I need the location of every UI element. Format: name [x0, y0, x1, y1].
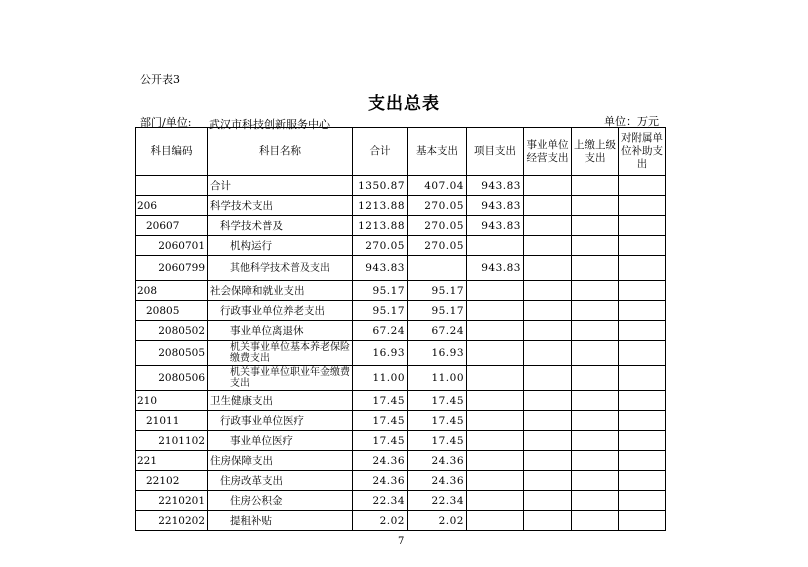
row-upper [572, 216, 619, 236]
row-code: 2210202 [136, 511, 208, 531]
doc-label: 公开表3 [140, 73, 180, 86]
table-row [136, 341, 666, 366]
row-total: 67.24 [353, 321, 408, 341]
row-project [467, 236, 524, 256]
row-name: 住房改革支出 [208, 471, 353, 491]
row-basic: 95.17 [408, 301, 467, 321]
row-upper [572, 451, 619, 471]
row-total: 17.45 [353, 431, 408, 451]
row-business [524, 236, 572, 256]
row-project [467, 411, 524, 431]
row-subsidy [619, 301, 666, 321]
row-basic: 24.36 [408, 471, 467, 491]
row-subsidy [619, 196, 666, 216]
row-name: 科学技术普及 [208, 216, 353, 236]
row-total: 1213.88 [353, 196, 408, 216]
row-total: 1350.87 [353, 176, 408, 196]
row-total: 22.34 [353, 491, 408, 511]
row-project: 943.83 [467, 176, 524, 196]
row-name: 住房保障支出 [208, 451, 353, 471]
row-business [524, 391, 572, 411]
row-business [524, 341, 572, 366]
row-basic: 22.34 [408, 491, 467, 511]
row-project [467, 391, 524, 411]
row-total: 943.83 [353, 256, 408, 281]
table-row [136, 281, 666, 301]
row-project: 943.83 [467, 196, 524, 216]
row-upper [572, 391, 619, 411]
table-row [136, 366, 666, 391]
row-project [467, 366, 524, 391]
row-basic: 17.45 [408, 431, 467, 451]
row-total: 16.93 [353, 341, 408, 366]
header-subsidy: 对附属单位补助支出 [619, 128, 666, 176]
row-upper [572, 176, 619, 196]
row-subsidy [619, 431, 666, 451]
table-row [136, 491, 666, 511]
row-code: 208 [136, 281, 208, 301]
row-subsidy [619, 451, 666, 471]
row-project [467, 431, 524, 451]
table-row [136, 411, 666, 431]
row-upper [572, 256, 619, 281]
row-basic: 270.05 [408, 236, 467, 256]
row-code: 2101102 [136, 431, 208, 451]
row-code: 21011 [136, 411, 208, 431]
row-subsidy [619, 341, 666, 366]
row-upper [572, 281, 619, 301]
row-name: 机构运行 [208, 236, 353, 256]
row-name: 机关事业单位职业年金缴费支出 [208, 366, 353, 391]
row-total: 17.45 [353, 391, 408, 411]
row-name: 行政事业单位养老支出 [208, 301, 353, 321]
row-subsidy [619, 391, 666, 411]
row-business [524, 301, 572, 321]
table-row [136, 471, 666, 491]
row-subsidy [619, 281, 666, 301]
row-total: 270.05 [353, 236, 408, 256]
row-basic: 24.36 [408, 451, 467, 471]
row-name: 事业单位医疗 [208, 431, 353, 451]
row-project [467, 281, 524, 301]
row-code: 22102 [136, 471, 208, 491]
row-business [524, 281, 572, 301]
row-total: 2.02 [353, 511, 408, 531]
header-basic: 基本支出 [408, 128, 467, 176]
header-upper: 上缴上级支出 [572, 128, 619, 176]
row-basic: 17.45 [408, 411, 467, 431]
row-subsidy [619, 216, 666, 236]
table-row [136, 511, 666, 531]
row-name: 卫生健康支出 [208, 391, 353, 411]
page-title: 支出总表 [368, 94, 440, 114]
row-project: 943.83 [467, 216, 524, 236]
row-code: 2210201 [136, 491, 208, 511]
row-subsidy [619, 366, 666, 391]
row-basic: 2.02 [408, 511, 467, 531]
row-code: 2060701 [136, 236, 208, 256]
header-code: 科目编码 [136, 128, 208, 176]
row-total: 24.36 [353, 451, 408, 471]
row-name: 合计 [208, 176, 353, 196]
table-row [136, 216, 666, 236]
row-upper [572, 366, 619, 391]
row-total: 1213.88 [353, 216, 408, 236]
row-upper [572, 341, 619, 366]
table-row [136, 301, 666, 321]
row-basic: 16.93 [408, 341, 467, 366]
table-row [136, 176, 666, 196]
header-row [136, 128, 666, 176]
row-code: 210 [136, 391, 208, 411]
row-basic: 270.05 [408, 216, 467, 236]
row-code: 2060799 [136, 256, 208, 281]
row-business [524, 216, 572, 236]
row-business [524, 511, 572, 531]
row-project [467, 301, 524, 321]
row-subsidy [619, 256, 666, 281]
row-upper [572, 236, 619, 256]
row-total: 17.45 [353, 411, 408, 431]
table-body [136, 176, 666, 531]
row-project [467, 341, 524, 366]
row-basic: 17.45 [408, 391, 467, 411]
expenditure-table [135, 127, 666, 531]
row-subsidy [619, 491, 666, 511]
row-name: 其他科学技术普及支出 [208, 256, 353, 281]
row-business [524, 411, 572, 431]
row-project [467, 451, 524, 471]
row-total: 11.00 [353, 366, 408, 391]
table-row [136, 256, 666, 281]
row-project: 943.83 [467, 256, 524, 281]
row-business [524, 256, 572, 281]
row-upper [572, 321, 619, 341]
row-subsidy [619, 471, 666, 491]
row-basic [408, 256, 467, 281]
table-row [136, 431, 666, 451]
row-basic: 11.00 [408, 366, 467, 391]
header-total: 合计 [353, 128, 408, 176]
row-code: 2080506 [136, 366, 208, 391]
row-code: 2080505 [136, 341, 208, 366]
row-business [524, 366, 572, 391]
header-name: 科目名称 [208, 128, 353, 176]
row-subsidy [619, 511, 666, 531]
row-business [524, 471, 572, 491]
row-code: 221 [136, 451, 208, 471]
row-name: 事业单位离退休 [208, 321, 353, 341]
row-total: 24.36 [353, 471, 408, 491]
row-name: 科学技术支出 [208, 196, 353, 216]
row-basic: 95.17 [408, 281, 467, 301]
row-basic: 270.05 [408, 196, 467, 216]
row-business [524, 491, 572, 511]
row-name: 住房公积金 [208, 491, 353, 511]
row-upper [572, 196, 619, 216]
row-code [136, 176, 208, 196]
row-total: 95.17 [353, 281, 408, 301]
row-project [467, 511, 524, 531]
row-name: 行政事业单位医疗 [208, 411, 353, 431]
row-name: 提租补贴 [208, 511, 353, 531]
table-row [136, 451, 666, 471]
unit-label: 单位：万元 [604, 115, 659, 128]
row-business [524, 176, 572, 196]
row-code: 20607 [136, 216, 208, 236]
row-upper [572, 491, 619, 511]
row-basic: 407.04 [408, 176, 467, 196]
row-business [524, 321, 572, 341]
row-project [467, 491, 524, 511]
header-project: 项目支出 [467, 128, 524, 176]
table-row [136, 391, 666, 411]
department-label: 部门/单位: [140, 116, 192, 129]
header-business: 事业单位经营支出 [524, 128, 572, 176]
table-row [136, 236, 666, 256]
page-number: 7 [398, 536, 405, 547]
row-business [524, 431, 572, 451]
row-subsidy [619, 176, 666, 196]
row-subsidy [619, 411, 666, 431]
row-upper [572, 411, 619, 431]
row-business [524, 196, 572, 216]
department-value: 武汉市科技创新服务中心 [209, 118, 330, 131]
row-upper [572, 511, 619, 531]
row-project [467, 471, 524, 491]
row-subsidy [619, 236, 666, 256]
row-upper [572, 471, 619, 491]
row-subsidy [619, 321, 666, 341]
row-code: 2080502 [136, 321, 208, 341]
row-code: 20805 [136, 301, 208, 321]
row-basic: 67.24 [408, 321, 467, 341]
row-name: 机关事业单位基本养老保险缴费支出 [208, 341, 353, 366]
row-total: 95.17 [353, 301, 408, 321]
row-upper [572, 301, 619, 321]
row-upper [572, 431, 619, 451]
row-business [524, 451, 572, 471]
row-name: 社会保障和就业支出 [208, 281, 353, 301]
table-row [136, 321, 666, 341]
row-project [467, 321, 524, 341]
row-code: 206 [136, 196, 208, 216]
table-row [136, 196, 666, 216]
